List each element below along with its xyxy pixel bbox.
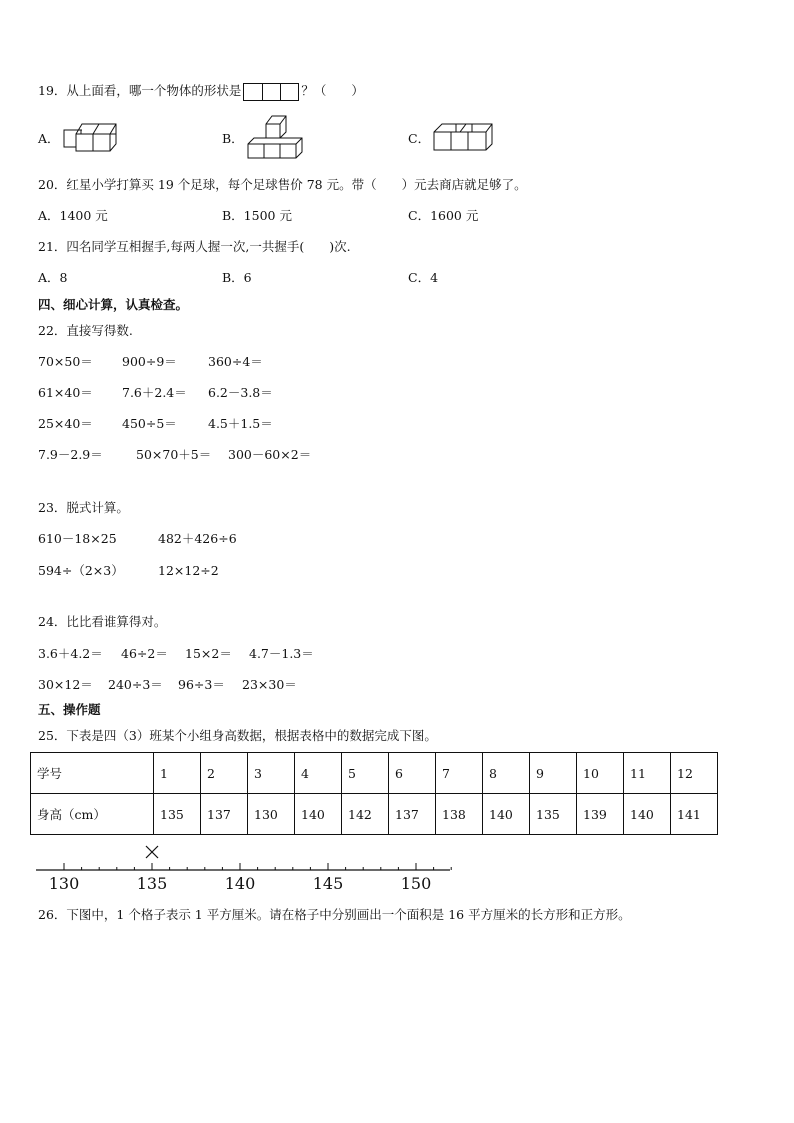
table-cell: 137: [389, 794, 436, 835]
table-header-cell: 学号: [31, 753, 154, 794]
q19-option-b-label: B．: [222, 131, 244, 146]
table-cell: 3: [248, 753, 295, 794]
q20-option-c[interactable]: C．1600 元: [408, 208, 479, 223]
q22-item: 50×70＋5＝: [136, 447, 212, 462]
table-cell: 130: [248, 794, 295, 835]
table-cell: 138: [436, 794, 483, 835]
table-cell: 141: [671, 794, 718, 835]
table-cell: 135: [530, 794, 577, 835]
q21-option-c[interactable]: C．4: [408, 270, 439, 285]
section-5-heading: 五、操作题: [38, 702, 101, 717]
section-4-heading: 四、细心计算，认真检查。: [38, 297, 189, 312]
q22-item: 900÷9＝: [122, 354, 177, 369]
number-line-tick-label: 135: [136, 874, 168, 893]
table-cell: 140: [624, 794, 671, 835]
q23-question: 23．脱式计算。: [38, 500, 129, 515]
q20-option-b[interactable]: B．1500 元: [222, 208, 292, 223]
three-squares-shape: [243, 83, 299, 101]
table-cell: 140: [295, 794, 342, 835]
table-cell: 137: [201, 794, 248, 835]
q22-item: 7.9－2.9＝: [38, 447, 103, 462]
q22-item: 70×50＝: [38, 354, 93, 369]
number-line: [0, 840, 794, 900]
table-cell: 12: [671, 753, 718, 794]
q25-question: 25．下表是四（3）班某个小组身高数据，根据表格中的数据完成下图。: [38, 728, 437, 743]
q22-item: 7.6＋2.4＝: [122, 385, 187, 400]
table-cell: 139: [577, 794, 624, 835]
q21-option-a[interactable]: A．8: [38, 270, 68, 285]
table-cell: 1: [154, 753, 201, 794]
height-table: [30, 752, 718, 835]
q22-item: 360÷4＝: [208, 354, 263, 369]
table-cell: 142: [342, 794, 389, 835]
table-cell: 4: [295, 753, 342, 794]
q24-item: 4.7－1.3＝: [249, 646, 314, 661]
q19-text-after: ？（ ）: [301, 83, 364, 98]
number-line-tick-label: 145: [312, 874, 344, 893]
table-cell: 9: [530, 753, 577, 794]
q19-option-a-label: A．: [38, 131, 60, 146]
q24-question: 24．比比看谁算得对。: [38, 614, 167, 629]
q19-option-c[interactable]: [408, 130, 430, 148]
q19-text-before: 19．从上面看，哪一个物体的形状是: [38, 83, 242, 98]
q22-item: 6.2－3.8＝: [208, 385, 273, 400]
q20-question: 20．红星小学打算买 19 个足球，每个足球售价 78 元。带（ ）元去商店就足够了。: [38, 177, 527, 192]
q19-option-b-figure: [246, 114, 308, 160]
table-cell: 8: [483, 753, 530, 794]
table-cell: 135: [154, 794, 201, 835]
q22-item: 25×40＝: [38, 416, 93, 431]
table-row: [31, 753, 718, 794]
q24-item: 3.6＋4.2＝: [38, 646, 103, 661]
q19-option-a[interactable]: [38, 130, 60, 148]
table-cell: 5: [342, 753, 389, 794]
q24-item: 15×2＝: [185, 646, 232, 661]
q19-option-c-label: C．: [408, 131, 431, 146]
table-cell: 10: [577, 753, 624, 794]
table-cell: 2: [201, 753, 248, 794]
q22-item: 61×40＝: [38, 385, 93, 400]
q24-item: 30×12＝: [38, 677, 93, 692]
q23-item: 610－18×25: [38, 531, 117, 546]
number-line-tick-label: 150: [400, 874, 432, 893]
q22-item: 300－60×2＝: [228, 447, 312, 462]
q22-item: 450÷5＝: [122, 416, 177, 431]
q21-option-b[interactable]: B．6: [222, 270, 252, 285]
q19-option-a-figure: [62, 118, 122, 154]
table-header-cell: 身高（cm）: [31, 794, 154, 835]
q24-item: 23×30＝: [242, 677, 297, 692]
table-cell: 140: [483, 794, 530, 835]
q23-item: 482＋426÷6: [158, 531, 237, 546]
table-row: [31, 794, 718, 835]
q21-question: 21．四名同学互相握手,每两人握一次,一共握手( )次.: [38, 239, 351, 254]
number-line-tick-label: 130: [48, 874, 80, 893]
table-cell: 11: [624, 753, 671, 794]
q23-item: 12×12÷2: [158, 563, 219, 578]
table-cell: 6: [389, 753, 436, 794]
q19-option-b[interactable]: [222, 130, 244, 148]
q19-question: [38, 82, 364, 101]
table-cell: 7: [436, 753, 483, 794]
q22-question: 22．直接写得数.: [38, 323, 133, 338]
q22-item: 4.5＋1.5＝: [208, 416, 273, 431]
number-line-tick-label: 140: [224, 874, 256, 893]
q24-item: 46÷2＝: [121, 646, 168, 661]
q26-question: 26．下图中，1 个格子表示 1 平方厘米。请在格子中分别画出一个面积是 16 平方厘米的长方形和正方形。: [38, 907, 631, 922]
q24-item: 96÷3＝: [178, 677, 225, 692]
q23-item: 594÷（2×3）: [38, 563, 124, 578]
q20-option-a[interactable]: A．1400 元: [38, 208, 108, 223]
q24-item: 240÷3＝: [108, 677, 163, 692]
q19-option-c-figure: [432, 120, 496, 154]
